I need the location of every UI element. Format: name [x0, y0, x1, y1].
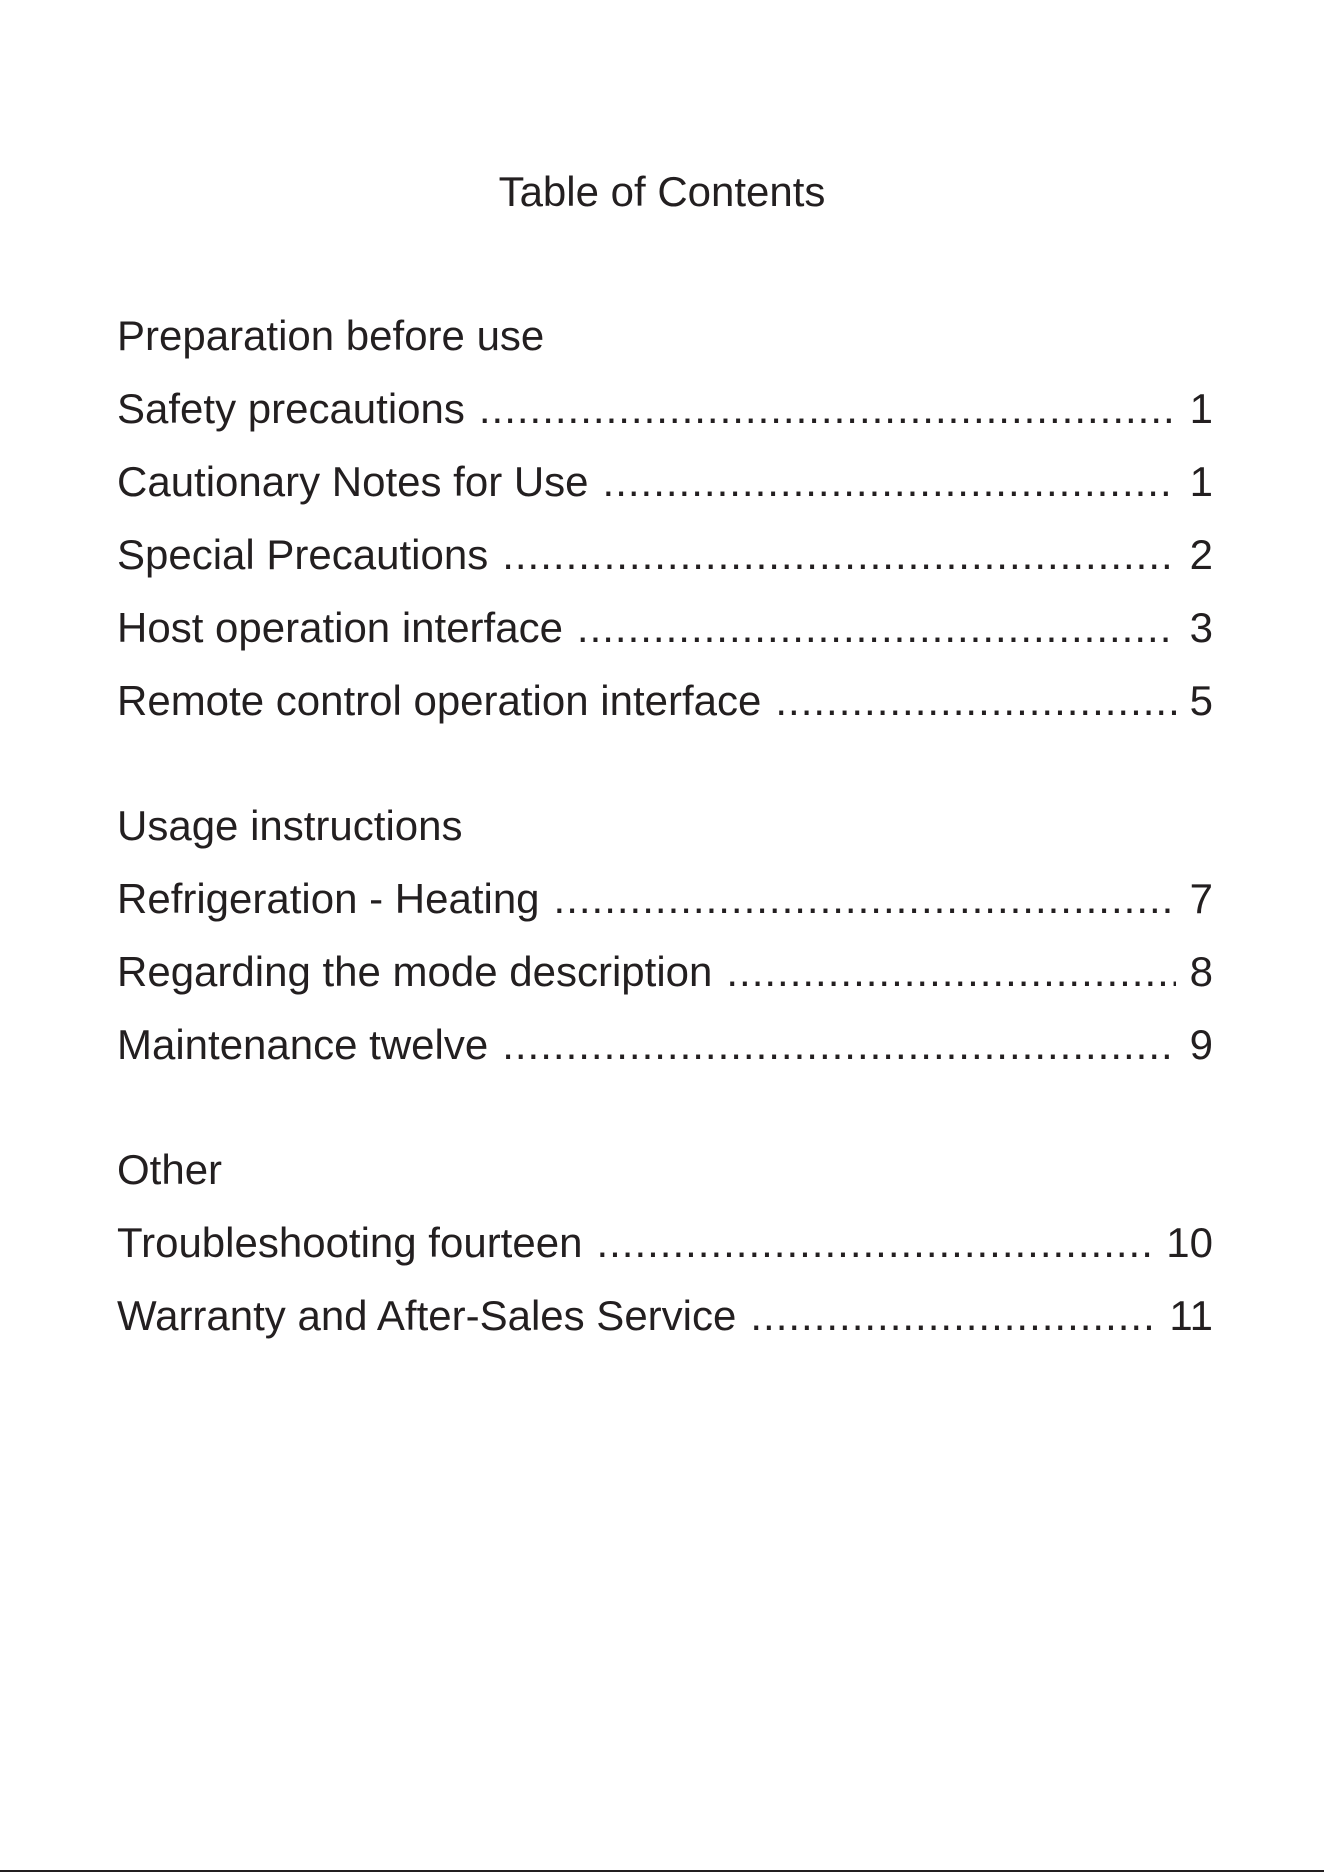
toc-entry-page: 1	[1189, 385, 1213, 432]
dot-leader	[775, 675, 1175, 727]
toc-entry[interactable]	[117, 1217, 1213, 1269]
dot-leader	[554, 873, 1176, 925]
toc-entry-page: 9	[1189, 1021, 1213, 1068]
section-heading: Other	[117, 1146, 223, 1193]
toc-entry[interactable]	[117, 456, 1213, 508]
toc-entry-page: 5	[1189, 677, 1213, 724]
toc-entry-page: 11	[1169, 1292, 1213, 1339]
toc-entry[interactable]	[117, 602, 1213, 654]
page-title: Table of Contents	[498, 168, 826, 215]
toc-entry-label: Special Precautions	[117, 531, 489, 578]
dot-leader	[502, 529, 1175, 581]
dot-leader	[577, 602, 1176, 654]
toc-entry[interactable]	[117, 1290, 1213, 1342]
section-heading: Preparation before use	[117, 312, 545, 359]
toc-entry-label: Host operation interface	[117, 604, 563, 651]
dot-leader	[479, 383, 1176, 435]
section-heading: Usage instructions	[117, 802, 463, 849]
toc-entry-label: Cautionary Notes for Use	[117, 458, 589, 505]
toc-entry[interactable]	[117, 675, 1213, 727]
toc-entry-page: 10	[1166, 1219, 1213, 1266]
toc-entry-label: Safety precautions	[117, 385, 465, 432]
toc-entry-label: Warranty and After-Sales Service	[117, 1292, 737, 1339]
dot-leader	[603, 456, 1176, 508]
toc-entry-label: Troubleshooting fourteen	[117, 1219, 583, 1266]
toc-entry[interactable]	[117, 1019, 1213, 1071]
toc-entry[interactable]	[117, 529, 1213, 581]
toc-section-preparation	[117, 310, 1213, 727]
toc-entry-page: 7	[1189, 875, 1213, 922]
dot-leader	[596, 1217, 1152, 1269]
dot-leader	[726, 946, 1175, 998]
toc-section-usage	[117, 800, 1213, 1071]
toc-entry[interactable]	[117, 946, 1213, 998]
dot-leader	[750, 1290, 1155, 1342]
toc-entry-page: 1	[1189, 458, 1213, 505]
toc-entry-label: Refrigeration - Heating	[117, 875, 540, 922]
toc-entry-label: Regarding the mode description	[117, 948, 713, 995]
toc-entry-label: Maintenance twelve	[117, 1021, 489, 1068]
dot-leader	[502, 1019, 1175, 1071]
toc-entry[interactable]	[117, 873, 1213, 925]
toc-entry-page: 2	[1189, 531, 1213, 578]
toc-entry-page: 8	[1189, 948, 1213, 995]
toc-section-other	[117, 1144, 1213, 1342]
table-of-contents	[117, 310, 1213, 1415]
toc-entry-page: 3	[1189, 604, 1213, 651]
toc-entry-label: Remote control operation interface	[117, 677, 762, 724]
toc-entry[interactable]	[117, 383, 1213, 435]
